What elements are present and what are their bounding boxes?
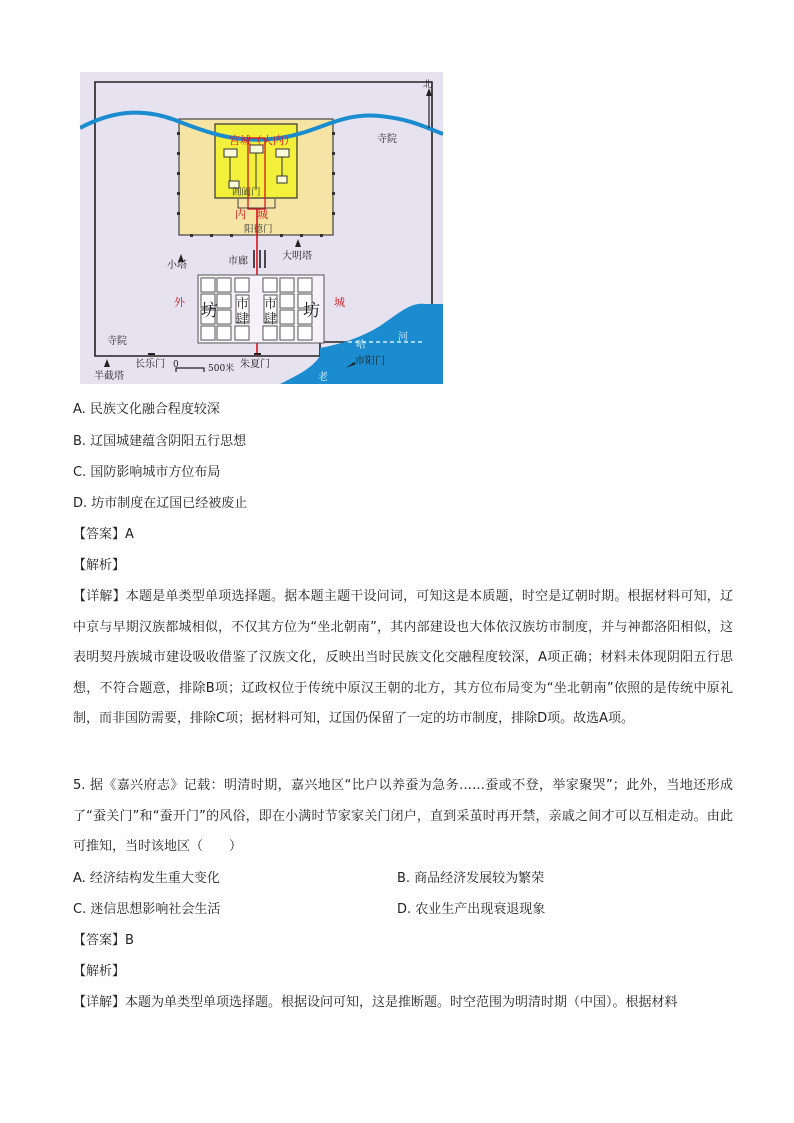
- shop-label-2: 肆: [264, 312, 278, 327]
- market-label-1: 市: [236, 297, 250, 312]
- q5-analysis-heading: 【解析】: [73, 964, 126, 979]
- ward-label-left: 坊: [201, 301, 218, 321]
- zhuxia-gate-label: 朱夏门: [240, 359, 270, 370]
- liao-zhongjing-map: [80, 72, 443, 384]
- q5-option-b: B. 商品经济发展较为繁荣: [397, 871, 545, 886]
- q5-option-d: D. 农业生产出现衰退现象: [397, 902, 546, 917]
- q5-stem: 5. 据《嘉兴府志》记载：明清时期，嘉兴地区“比户以养蚕为急务……蚕或不登，举家聚哭”；此外，当地还形成了“蚕关门”和“蚕开门”的风俗，即在小满时节家家关门闭户，直到采茧时再开禁，亲戚之间才可以互相走动。由此可推知，当时该地区（ ）: [73, 778, 733, 854]
- q4-option-a: A. 民族文化融合程度较深: [73, 402, 220, 417]
- palace-city-label: 宫城（大内）: [229, 134, 295, 147]
- outer-city-label-left: 外: [174, 296, 185, 309]
- q5-option-c: C. 迷信思想影响社会生活: [73, 902, 221, 917]
- map-svg: [80, 72, 443, 384]
- outer-city-label-right: 城: [334, 296, 345, 309]
- changhe-gate-label: 阊阖门: [232, 187, 261, 198]
- north-label: 北: [423, 80, 433, 90]
- inner-city-label: 内 城: [235, 208, 268, 221]
- q5-option-a: A. 经济结构发生重大变化: [73, 871, 220, 886]
- q4-option-c: C. 国防影响城市方位布局: [73, 465, 221, 480]
- ward-label-right: 坊: [303, 301, 320, 321]
- yangde-gate-label: 阳德门: [244, 224, 273, 235]
- changle-gate-label: 长乐门: [135, 359, 165, 370]
- q4-option-b: B. 辽国城建蕴含阴阳五行思想: [73, 434, 247, 449]
- shop-label-1: 肆: [236, 312, 250, 327]
- river-ha-label: 哈: [356, 340, 366, 351]
- q4-option-d: D. 坊市制度在辽国已经被废止: [73, 496, 248, 511]
- market-corridor-label: 市廊: [228, 256, 248, 267]
- great-pagoda-label: 大明塔: [282, 251, 312, 262]
- temple-sw-label: 寺院: [107, 336, 127, 347]
- market-label-2: 市: [264, 297, 278, 312]
- q4-answer: 【答案】A: [73, 527, 134, 542]
- temple-ne-label: 寺院: [377, 134, 397, 145]
- shiyang-gate-label: 市阳门: [355, 356, 385, 367]
- half-pagoda-label: 半截塔: [94, 371, 124, 382]
- scale-zero-label: 0: [173, 360, 179, 370]
- q5-answer: 【答案】B: [73, 933, 134, 948]
- small-pagoda-label: 小塔: [167, 260, 187, 271]
- river-lao-label: 老: [318, 372, 328, 383]
- q4-analysis-heading: 【解析】: [73, 558, 126, 573]
- q4-detail: 【详解】本题是单类型单项选择题。据本题主题干设问词，可知这是本质题，时空是辽朝时期。根据材料可知，辽中京与早期汉族都城相似，不仅其方位为“坐北朝南”，其内部建设也大体依汉族坊市制度，并与神都洛阳相似，这表明契丹族城市建设吸收借鉴了汉族文化，反映出当时民族文化交融程度较深，A项正确；材料未体现阴阳五行思想，不符合题意，排除B项；辽政权位于传统中原汉王朝的北方，其方位布局变为“坐北朝南”依照的是传统中原礼制，而非国防需要，排除C项；据材料可知，辽国仍保留了一定的坊市制度，排除D项。故选A项。: [73, 589, 733, 726]
- scale-unit-label: 500米: [208, 364, 235, 374]
- q5-detail: 【详解】本题为单类型单项选择题。根据设问可知，这是推断题。时空范围为明清时期（中国）。根据材料: [73, 995, 678, 1010]
- river-he-label: 河: [398, 332, 408, 343]
